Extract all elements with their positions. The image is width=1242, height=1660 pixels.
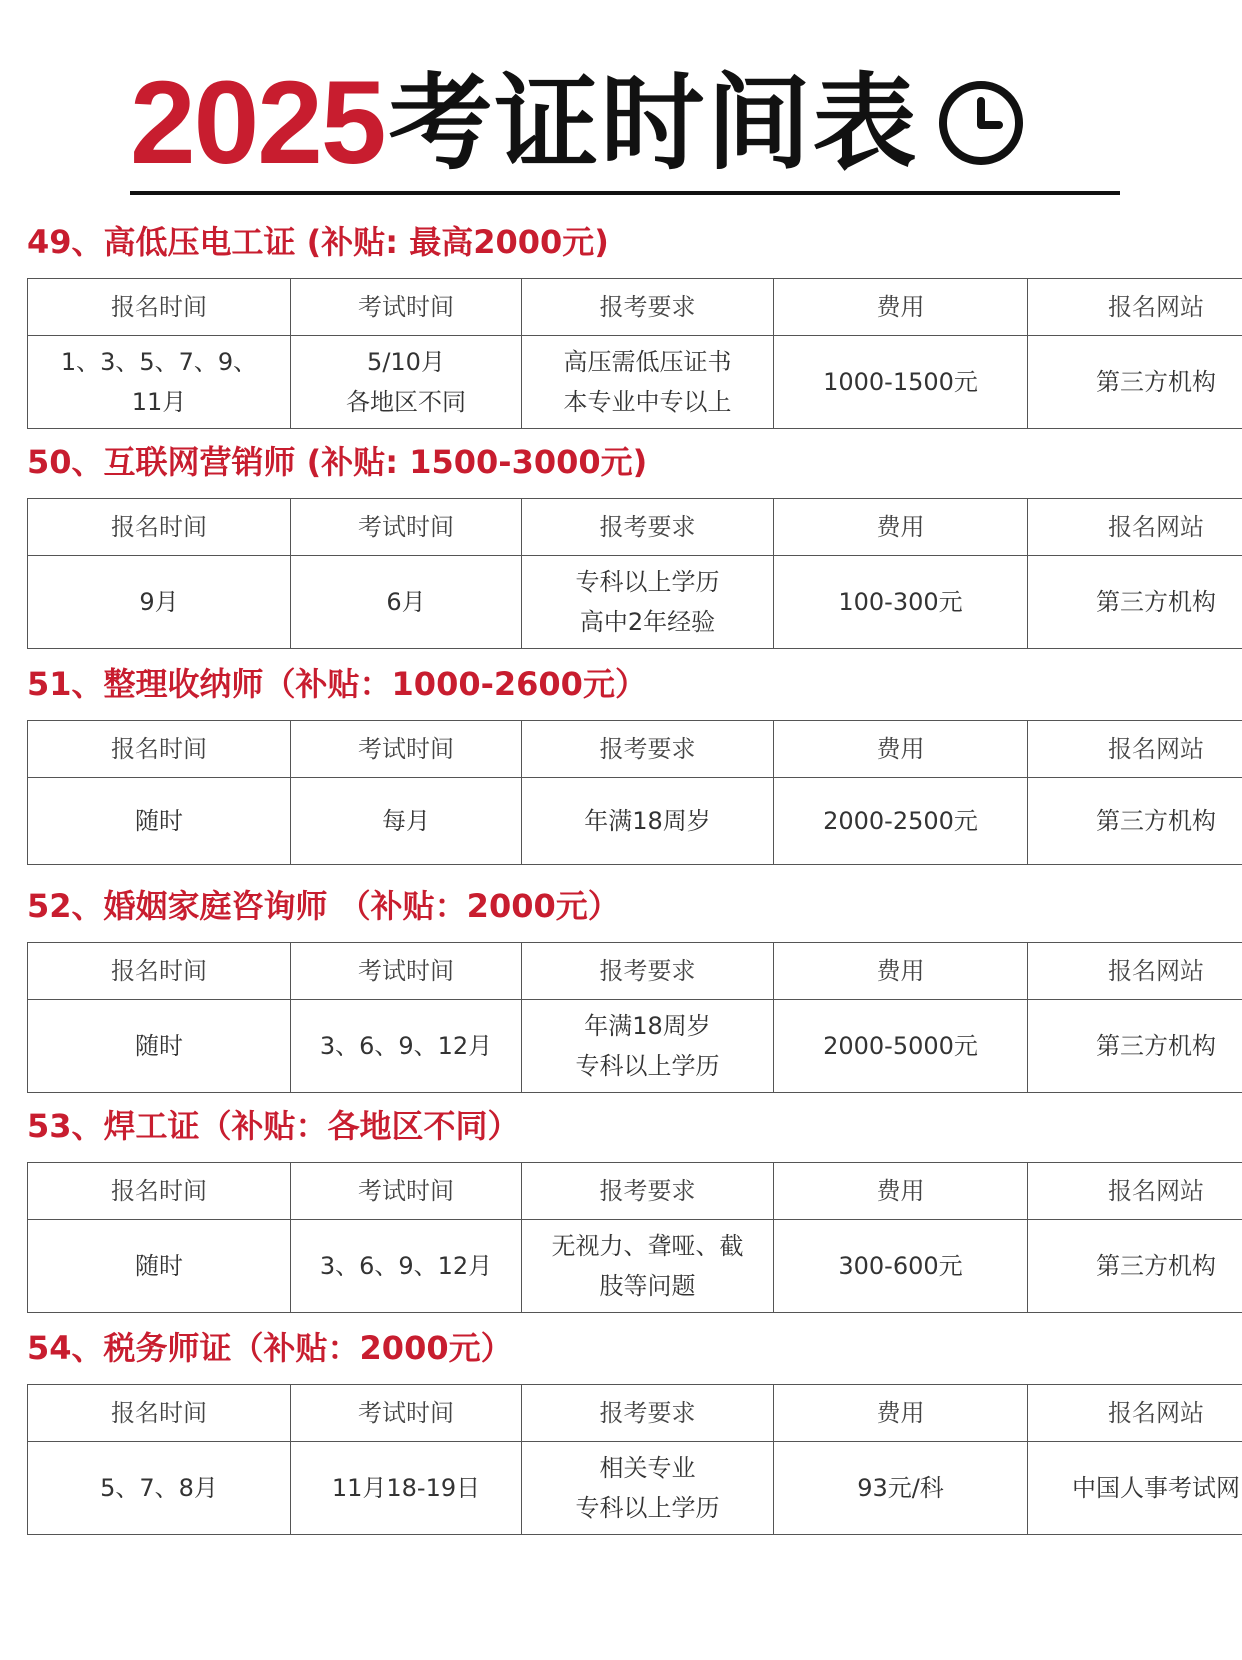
- table-cell: [522, 336, 774, 429]
- column-header: 报考要求: [522, 279, 774, 336]
- column-header: 报考要求: [522, 943, 774, 1000]
- column-header: 报名时间: [28, 1163, 291, 1220]
- cert-section-title: 50、互联网营销师 (补贴: 1500-3000元): [27, 443, 648, 481]
- cell-line: 93元/科: [857, 1474, 944, 1502]
- table-cell: [774, 556, 1028, 649]
- cell-line: 相关专业: [599, 1454, 696, 1482]
- table-cell: [28, 1220, 291, 1313]
- column-header: 报名网站: [1028, 943, 1242, 1000]
- cell-line: 随时: [135, 807, 183, 835]
- column-header: 报名网站: [1028, 499, 1242, 556]
- table-cell: [28, 556, 291, 649]
- table-row: [28, 778, 1242, 865]
- cell-line: 2000-5000元: [823, 1032, 978, 1060]
- column-header: 报名网站: [1028, 1385, 1242, 1442]
- table-header-row: [28, 499, 1242, 556]
- column-header: 报名网站: [1028, 279, 1242, 336]
- cell-line: 高中2年经验: [579, 608, 716, 636]
- table-cell: [774, 1220, 1028, 1313]
- table-cell: [522, 556, 774, 649]
- table-cell: [291, 556, 522, 649]
- page-header: [0, 55, 1242, 189]
- cell-line: 100-300元: [838, 588, 963, 616]
- cell-line: 专科以上学历: [575, 1494, 720, 1522]
- title-underline: [130, 191, 1120, 195]
- cell-line: 随时: [135, 1032, 183, 1060]
- cell-line: 9月: [139, 588, 179, 616]
- table-cell: [291, 778, 522, 865]
- table-cell: [291, 1000, 522, 1093]
- table-cell: [522, 1220, 774, 1313]
- column-header: 费用: [774, 279, 1028, 336]
- cert-info-table: [27, 498, 1242, 649]
- column-header: 报考要求: [522, 499, 774, 556]
- clock-icon: [937, 79, 1025, 167]
- cell-line: 11月18-19日: [331, 1474, 481, 1502]
- table-row: [28, 556, 1242, 649]
- column-header: 报名时间: [28, 279, 291, 336]
- column-header: 报名时间: [28, 1385, 291, 1442]
- column-header: 报名网站: [1028, 721, 1242, 778]
- cert-info-table: [27, 1384, 1242, 1535]
- table-cell: [522, 1442, 774, 1535]
- column-header: 费用: [774, 721, 1028, 778]
- table-cell: [522, 778, 774, 865]
- cell-line: 专科以上学历: [575, 1052, 720, 1080]
- cell-line: 随时: [135, 1252, 183, 1280]
- cell-line: 5/10月: [367, 348, 445, 376]
- column-header: 报名时间: [28, 943, 291, 1000]
- cell-line: 300-600元: [838, 1252, 963, 1280]
- column-header: 报考要求: [522, 1163, 774, 1220]
- cell-line: 中国人事考试网: [1072, 1474, 1240, 1502]
- cell-line: 专科以上学历: [575, 568, 720, 596]
- column-header: 报名时间: [28, 721, 291, 778]
- cell-line: 5、7、8月: [100, 1474, 218, 1502]
- table-cell: [774, 1442, 1028, 1535]
- table-header-row: [28, 279, 1242, 336]
- title-year: 2025: [130, 57, 385, 189]
- title-text: 考证时间表: [388, 62, 919, 184]
- cert-info-table: [27, 942, 1242, 1093]
- table-cell: [291, 1220, 522, 1313]
- cert-section-title: 53、焊工证（补贴：各地区不同）: [27, 1107, 520, 1145]
- cert-section-title: 51、整理收纳师（补贴：1000-2600元）: [27, 665, 647, 703]
- cert-section-title: 54、税务师证（补贴：2000元）: [27, 1329, 513, 1367]
- cell-line: 6月: [386, 588, 426, 616]
- column-header: 报考要求: [522, 721, 774, 778]
- cell-line: 第三方机构: [1096, 1252, 1216, 1280]
- table-header-row: [28, 1385, 1242, 1442]
- table-cell: [1028, 556, 1242, 649]
- table-cell: [28, 1000, 291, 1093]
- table-header-row: [28, 721, 1242, 778]
- column-header: 考试时间: [291, 499, 522, 556]
- table-cell: [774, 778, 1028, 865]
- table-header-row: [28, 1163, 1242, 1220]
- cell-line: 每月: [382, 807, 430, 835]
- column-header: 费用: [774, 499, 1028, 556]
- column-header: 报名网站: [1028, 1163, 1242, 1220]
- cell-line: 本专业中专以上: [563, 388, 732, 416]
- cell-line: 3、6、9、12月: [319, 1252, 493, 1280]
- column-header: 考试时间: [291, 943, 522, 1000]
- table-cell: [28, 778, 291, 865]
- cell-line: 1、3、5、7、9、: [60, 348, 258, 376]
- cert-info-table: [27, 1162, 1242, 1313]
- cell-line: 3、6、9、12月: [319, 1032, 493, 1060]
- cert-info-table: [27, 278, 1242, 429]
- cell-line: 年满18周岁: [584, 807, 711, 835]
- table-cell: [774, 336, 1028, 429]
- column-header: 费用: [774, 1163, 1028, 1220]
- table-cell: [1028, 1000, 1242, 1093]
- column-header: 报考要求: [522, 1385, 774, 1442]
- cell-line: 各地区不同: [346, 388, 466, 416]
- cell-line: 2000-2500元: [823, 807, 978, 835]
- column-header: 费用: [774, 1385, 1028, 1442]
- table-cell: [1028, 336, 1242, 429]
- column-header: 考试时间: [291, 279, 522, 336]
- table-row: [28, 1220, 1242, 1313]
- cert-info-table: [27, 720, 1242, 865]
- column-header: 考试时间: [291, 1385, 522, 1442]
- table-cell: [774, 1000, 1028, 1093]
- cell-line: 年满18周岁: [584, 1012, 711, 1040]
- column-header: 考试时间: [291, 1163, 522, 1220]
- table-cell: [28, 1442, 291, 1535]
- cell-line: 肢等问题: [599, 1272, 696, 1300]
- cert-section-title: 49、高低压电工证 (补贴: 最高2000元): [27, 223, 609, 261]
- cert-section-title: 52、婚姻家庭咨询师 （补贴：2000元）: [27, 887, 620, 925]
- cell-line: 第三方机构: [1096, 807, 1216, 835]
- table-cell: [1028, 1442, 1242, 1535]
- cell-line: 高压需低压证书: [563, 348, 732, 376]
- column-header: 费用: [774, 943, 1028, 1000]
- column-header: 考试时间: [291, 721, 522, 778]
- page-title: [130, 57, 1025, 189]
- table-row: [28, 336, 1242, 429]
- cell-line: 第三方机构: [1096, 1032, 1216, 1060]
- table-cell: [1028, 1220, 1242, 1313]
- table-cell: [522, 1000, 774, 1093]
- column-header: 报名时间: [28, 499, 291, 556]
- table-cell: [291, 1442, 522, 1535]
- cell-line: 1000-1500元: [823, 368, 978, 396]
- cell-line: 第三方机构: [1096, 588, 1216, 616]
- cell-line: 11月: [131, 388, 187, 416]
- table-cell: [28, 336, 291, 429]
- table-cell: [1028, 778, 1242, 865]
- table-row: [28, 1000, 1242, 1093]
- cell-line: 第三方机构: [1096, 368, 1216, 396]
- table-cell: [291, 336, 522, 429]
- table-row: [28, 1442, 1242, 1535]
- table-header-row: [28, 943, 1242, 1000]
- cell-line: 无视力、聋哑、截: [551, 1232, 744, 1260]
